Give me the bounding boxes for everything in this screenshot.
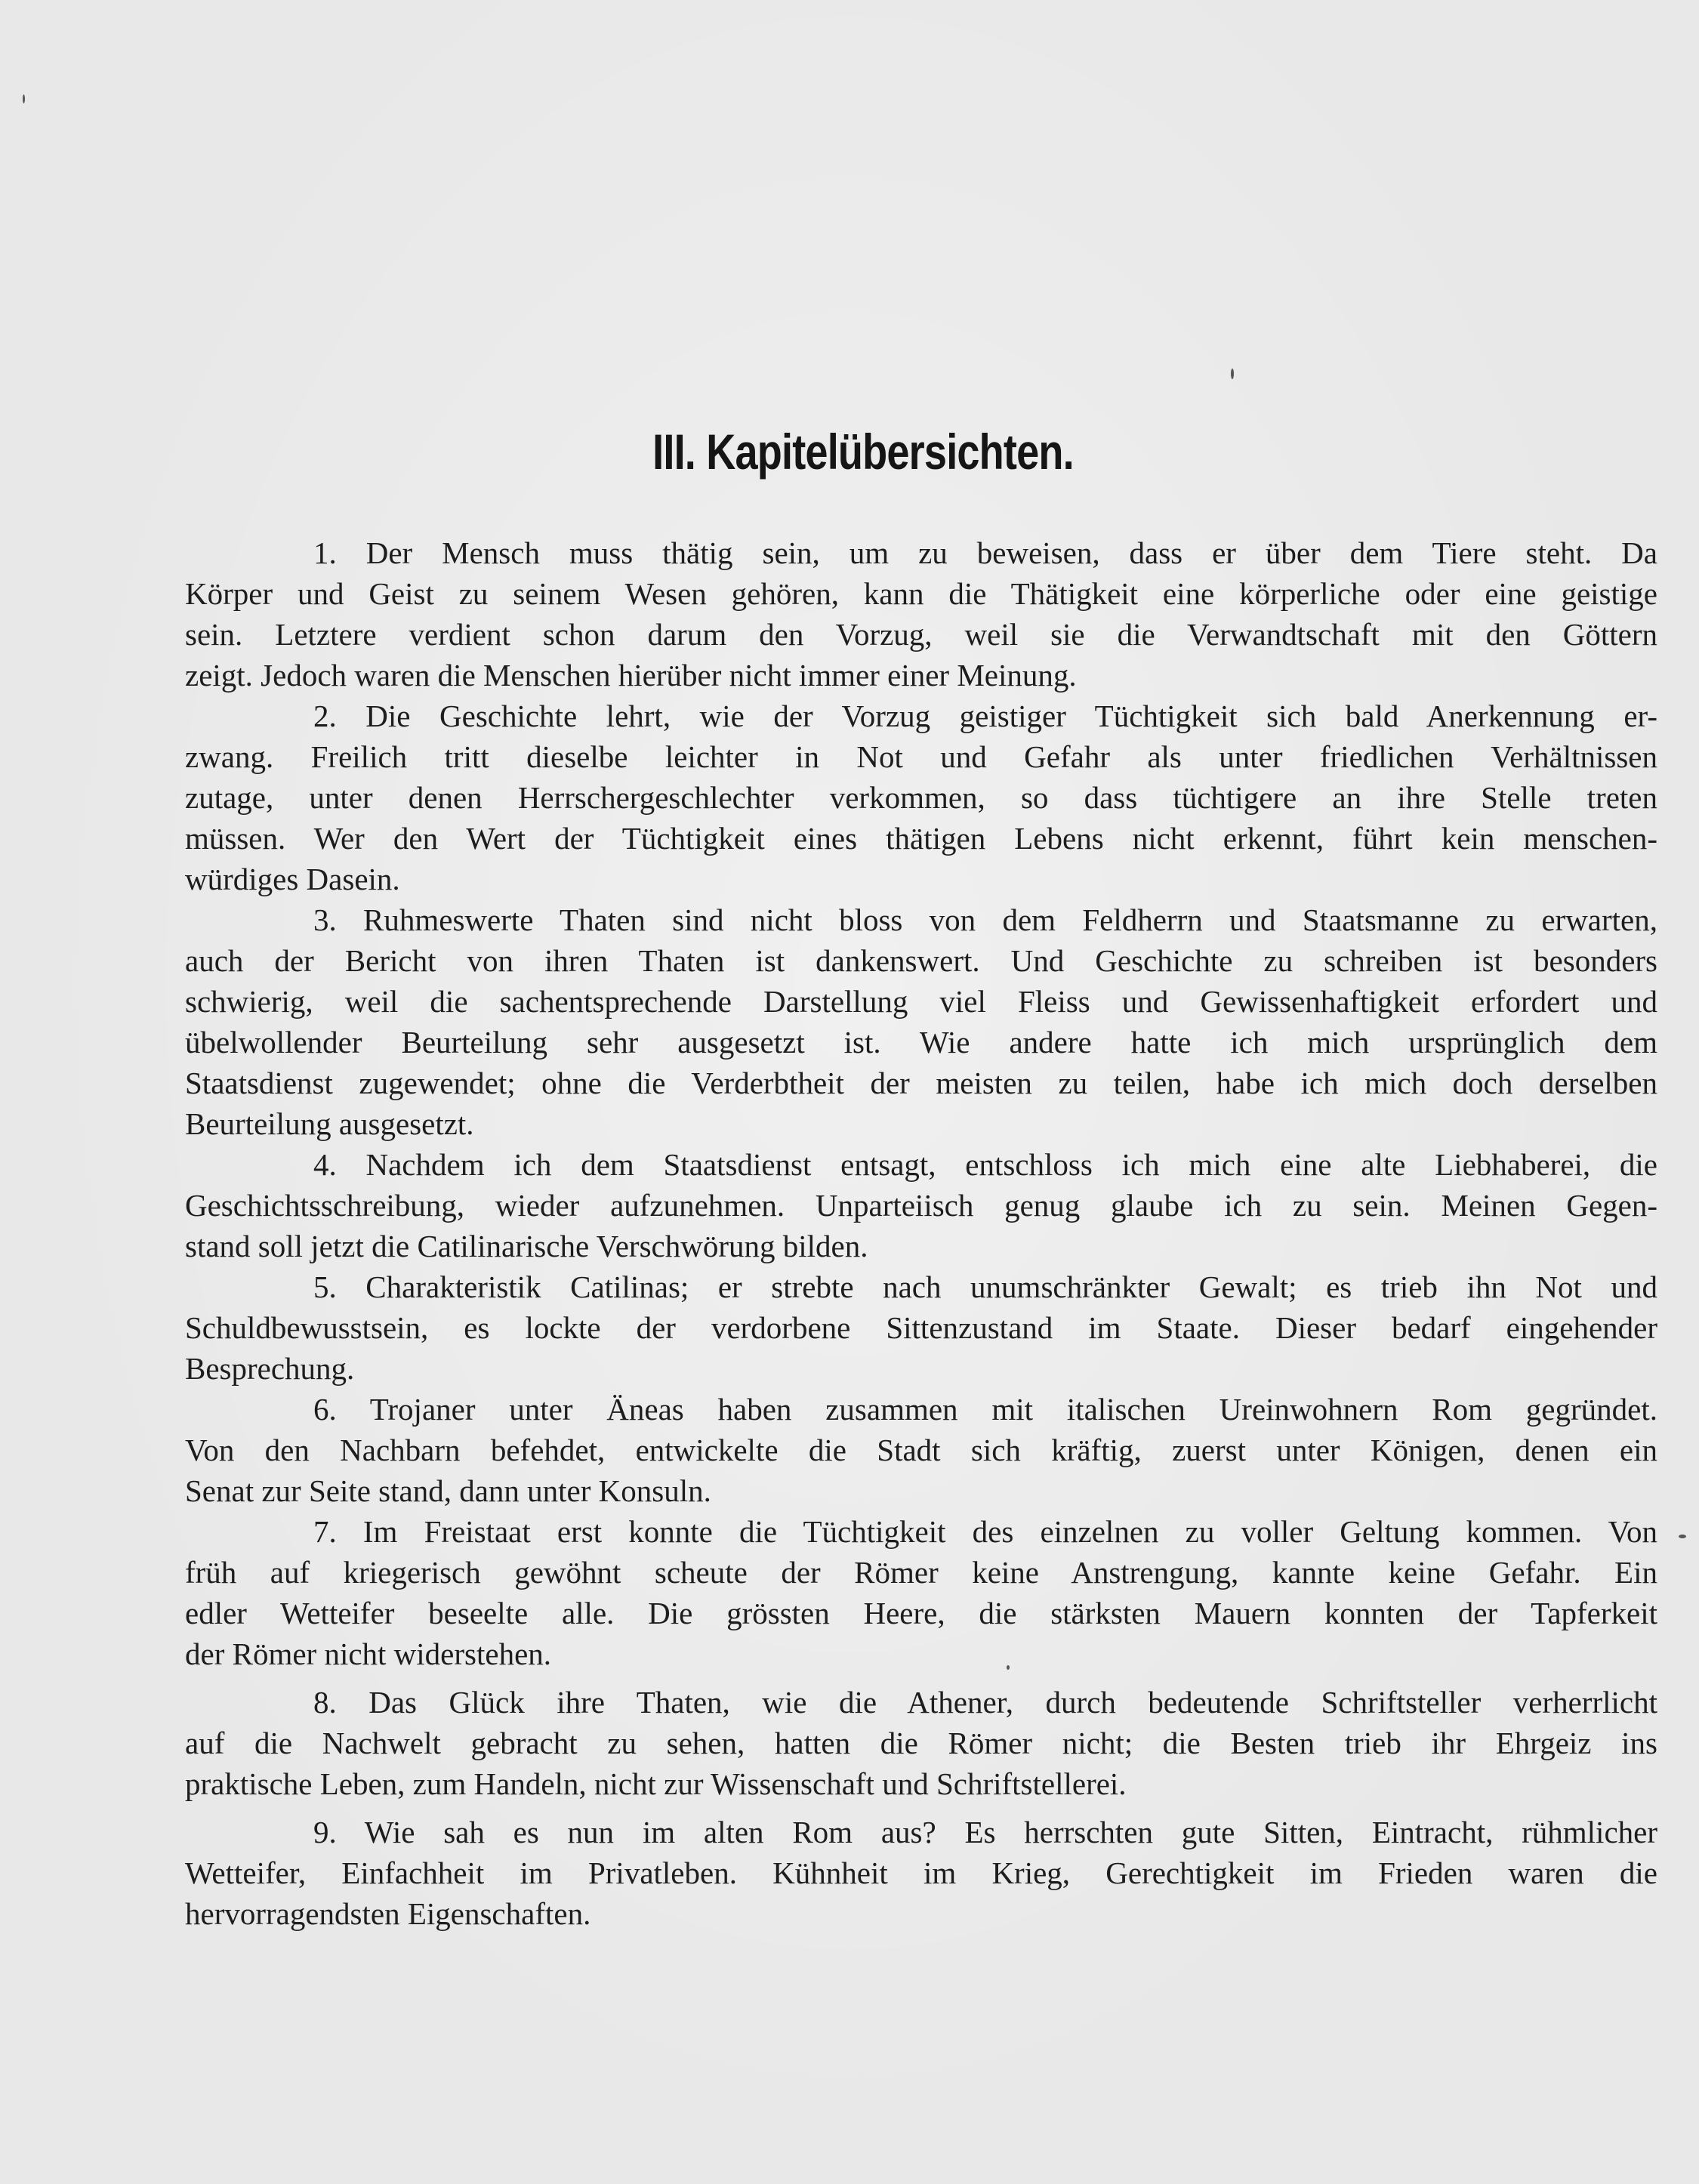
text-line: zeigt. Jedoch waren die Menschen hierüber nicht immer einer Meinung.	[185, 658, 1077, 693]
text-line: übelwollender Beurteilung sehr ausgesetzt ist. Wie andere hatte ich mich ursprünglich dem	[185, 1025, 1657, 1060]
summary-paragraph-5	[185, 1266, 1657, 1389]
text-line: 7. Im Freistaat erst konnte die Tüchtigkeit des einzelnen zu voller Geltung kommen. Von	[313, 1514, 1657, 1549]
text-line: Senat zur Seite stand, dann unter Konsuln.	[185, 1473, 711, 1508]
text-line: 6. Trojaner unter Äneas haben zusammen mit italischen Ureinwohnern Rom gegründet.	[313, 1392, 1657, 1427]
scan-speck	[23, 94, 25, 103]
chapter-summaries	[185, 532, 1657, 1934]
text-line: auch der Bericht von ihren Thaten ist dankenswert. Und Geschichte zu schreiben ist besonders	[185, 943, 1657, 978]
text-line: Beurteilung ausgesetzt.	[185, 1106, 474, 1141]
paragraph-gap	[185, 1674, 1657, 1682]
text-line: edler Wetteifer beseelte alle. Die grössten Heere, die stärksten Mauern konnten der Tapferkeit	[185, 1596, 1657, 1630]
text-line: Geschichtsschreibung, wieder aufzunehmen. Unparteiisch genug glaube ich zu sein. Meinen Gegen-	[185, 1188, 1657, 1223]
text-line: 9. Wie sah es nun im alten Rom aus? Es herrschten gute Sitten, Eintracht, rühmlicher	[313, 1815, 1657, 1849]
summary-paragraph-3	[185, 899, 1657, 1144]
text-line: schwierig, weil die sachentsprechende Darstellung viel Fleiss und Gewissenhaftigkeit erfordert und	[185, 984, 1657, 1019]
text-line: müssen. Wer den Wert der Tüchtigkeit eines thätigen Lebens nicht erkennt, führt kein menschen-	[185, 821, 1657, 856]
summary-paragraph-6	[185, 1389, 1657, 1511]
summary-paragraph-8	[185, 1682, 1657, 1804]
text-line: Schuldbewusstsein, es lockte der verdorbene Sittenzustand im Staate. Dieser bedarf eingehender	[185, 1310, 1657, 1345]
text-line: praktische Leben, zum Handeln, nicht zur Wissenschaft und Schriftstellerei.	[185, 1766, 1127, 1801]
text-line: 3. Ruhmeswerte Thaten sind nicht bloss von dem Feldherrn und Staatsmanne zu erwarten,	[313, 902, 1657, 937]
text-line: würdiges Dasein.	[185, 862, 400, 896]
text-line: 5. Charakteristik Catilinas; er strebte nach unumschränkter Gewalt; es trieb ihn Not und	[313, 1269, 1657, 1304]
text-line: 4. Nachdem ich dem Staatsdienst entsagt, entschloss ich mich eine alte Liebhaberei, die	[313, 1147, 1657, 1182]
summary-paragraph-2	[185, 696, 1657, 899]
summary-paragraph-1	[185, 532, 1657, 696]
text-line: stand soll jetzt die Catilinarische Verschwörung bilden.	[185, 1229, 868, 1263]
scan-speck	[1679, 1535, 1686, 1538]
scan-speck	[1231, 369, 1234, 379]
text-line: Körper und Geist zu seinem Wesen gehören, kann die Thätigkeit eine körperliche oder eine geistige	[185, 576, 1657, 611]
chapter-heading: III. Kapitelübersichten.	[652, 424, 1074, 480]
text-line: zutage, unter denen Herrschergeschlechter verkommen, so dass tüchtigere an ihre Stelle treten	[185, 780, 1657, 815]
text-line: 8. Das Glück ihre Thaten, wie die Athener, durch bedeutende Schriftsteller verherrlicht	[313, 1685, 1657, 1720]
summary-paragraph-9	[185, 1812, 1657, 1934]
text-line: Besprechung.	[185, 1351, 355, 1386]
text-line: der Römer nicht widerstehen.	[185, 1636, 552, 1671]
text-line: 1. Der Mensch muss thätig sein, um zu beweisen, dass er über dem Tiere steht. Da	[313, 535, 1657, 570]
text-line: auf die Nachwelt gebracht zu sehen, hatten die Römer nicht; die Besten trieb ihr Ehrgeiz ins	[185, 1726, 1657, 1760]
text-line: sein. Letztere verdient schon darum den Vorzug, weil sie die Verwandtschaft mit den Göttern	[185, 617, 1657, 652]
text-line: Staatsdienst zugewendet; ohne die Verderbtheit der meisten zu teilen, habe ich mich doch derselben	[185, 1066, 1657, 1100]
text-line: zwang. Freilich tritt dieselbe leichter in Not und Gefahr als unter friedlichen Verhältnissen	[185, 739, 1657, 774]
summary-paragraph-4	[185, 1144, 1657, 1266]
summary-paragraph-7	[185, 1511, 1657, 1674]
text-line: Von den Nachbarn befehdet, entwickelte die Stadt sich kräftig, zuerst unter Königen, denen ein	[185, 1433, 1657, 1467]
text-line: hervorragendsten Eigenschaften.	[185, 1896, 591, 1931]
text-line: früh auf kriegerisch gewöhnt scheute der Römer keine Anstrengung, kannte keine Gefahr. Ein	[185, 1555, 1657, 1590]
text-line: Wetteifer, Einfachheit im Privatleben. Kühnheit im Krieg, Gerechtigkeit im Frieden waren die	[185, 1855, 1657, 1890]
text-line: 2. Die Geschichte lehrt, wie der Vorzug geistiger Tüchtigkeit sich bald Anerkennung er-	[313, 699, 1657, 733]
paragraph-gap	[185, 1804, 1657, 1812]
